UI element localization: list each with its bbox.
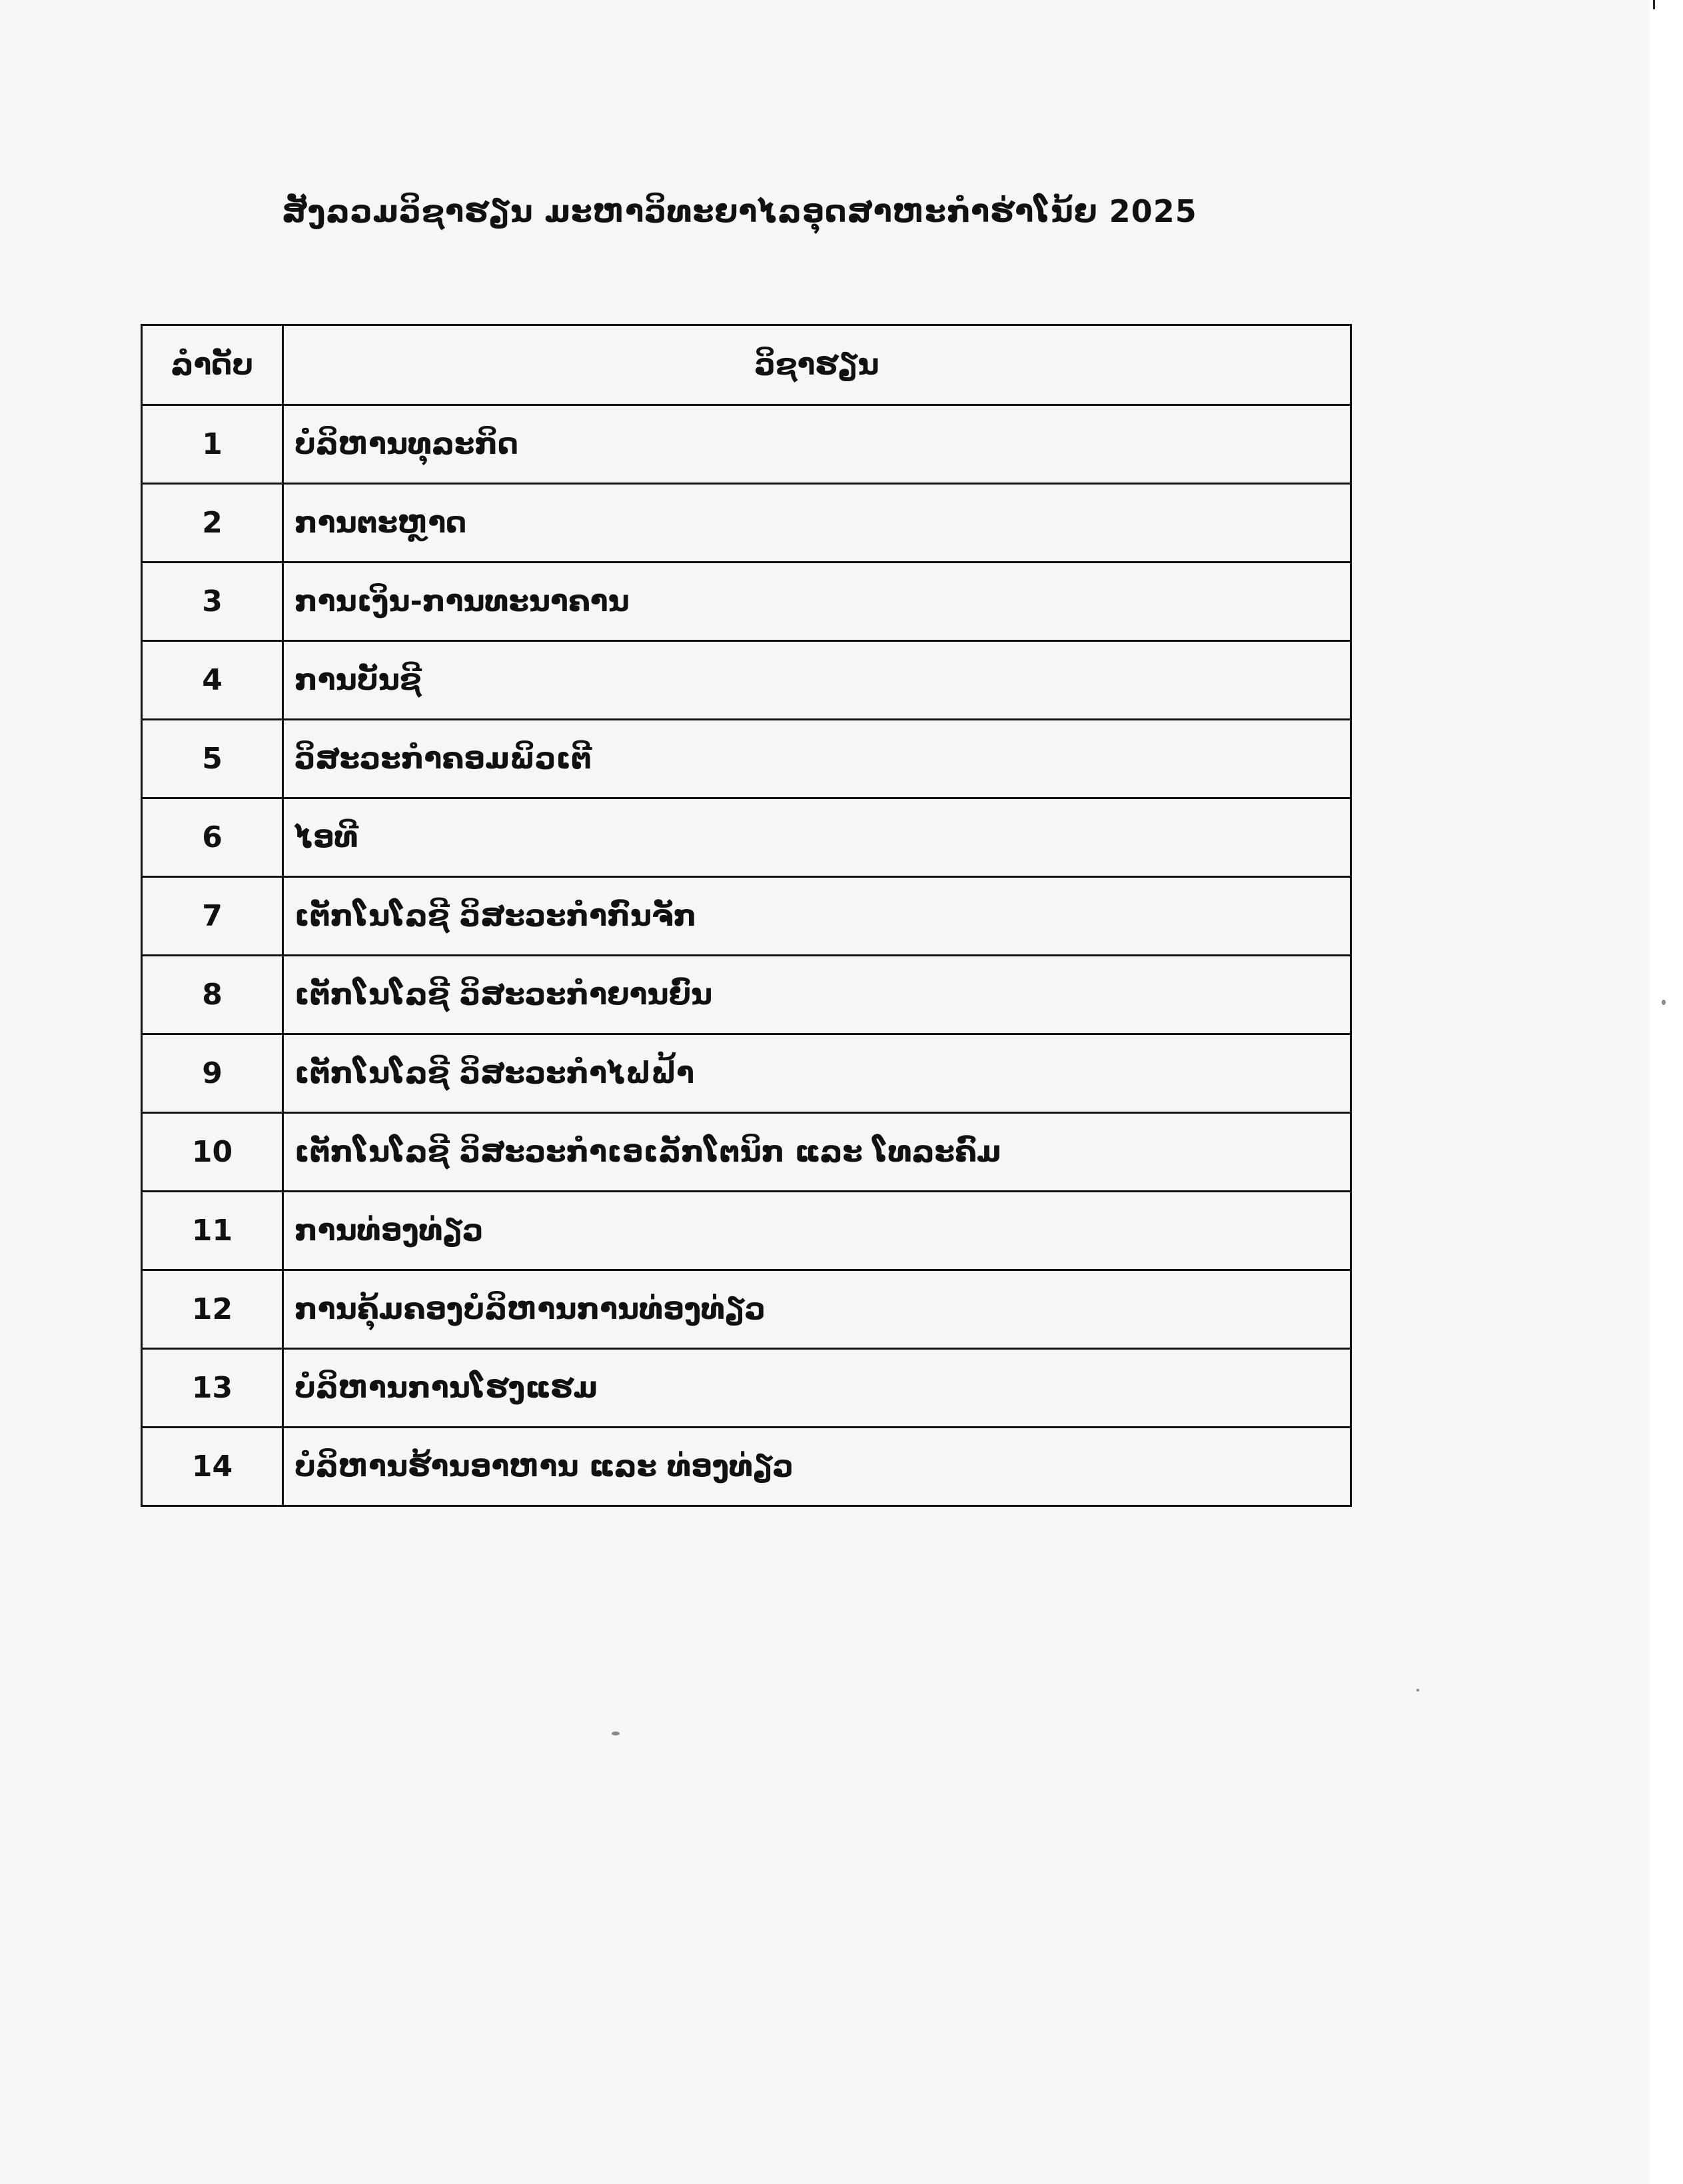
header-no: ລໍາດັບ bbox=[142, 325, 283, 405]
row-number: 6 bbox=[142, 798, 283, 877]
table-row bbox=[142, 562, 1351, 641]
table-row bbox=[142, 484, 1351, 562]
row-number: 11 bbox=[142, 1192, 283, 1270]
subjects-table bbox=[141, 324, 1352, 1507]
table-row bbox=[142, 1034, 1351, 1113]
row-number: 7 bbox=[142, 877, 283, 956]
row-number: 14 bbox=[142, 1428, 283, 1506]
subject-name: ການເງິນ-ການທະນາຄານ bbox=[283, 562, 1351, 641]
table-row bbox=[142, 956, 1351, 1034]
table-row bbox=[142, 720, 1351, 798]
row-number: 5 bbox=[142, 720, 283, 798]
row-number: 4 bbox=[142, 641, 283, 720]
row-number: 10 bbox=[142, 1113, 283, 1192]
subject-name: ເຕັກໂນໂລຊີ ວິສະວະກໍາກົນຈັກ bbox=[283, 877, 1351, 956]
table-header-row bbox=[142, 325, 1351, 405]
table-row bbox=[142, 1270, 1351, 1349]
subject-name: ເຕັກໂນໂລຊີ ວິສະວະກໍາເອເລັກໂຕນິກ ແລະ ໂທລະຄົມ bbox=[283, 1113, 1351, 1192]
table-row bbox=[142, 1349, 1351, 1428]
subject-name: ການທ່ອງທ່ຽວ bbox=[283, 1192, 1351, 1270]
row-number: 13 bbox=[142, 1349, 283, 1428]
row-number: 3 bbox=[142, 562, 283, 641]
table-row bbox=[142, 877, 1351, 956]
table-row bbox=[142, 1192, 1351, 1270]
scan-mark bbox=[1653, 0, 1655, 9]
subject-name: ການຕະຫຼາດ bbox=[283, 484, 1351, 562]
scan-speck bbox=[1416, 1689, 1419, 1691]
subject-name: ໄອທີ bbox=[283, 798, 1351, 877]
row-number: 8 bbox=[142, 956, 283, 1034]
subject-name: ບໍລິຫານຮ້ານອາຫານ ແລະ ທ່ອງທ່ຽວ bbox=[283, 1428, 1351, 1506]
subject-name: ການຄຸ້ມຄອງບໍລິຫານການທ່ອງທ່ຽວ bbox=[283, 1270, 1351, 1349]
table-row bbox=[142, 1113, 1351, 1192]
row-number: 2 bbox=[142, 484, 283, 562]
table-row bbox=[142, 641, 1351, 720]
document-title: ສັງລວມວິຊາຮຽນ ມະຫາວິທະຍາໄລອຸດສາຫະກຳຮ່າໂນ້ຍ 2025 bbox=[282, 193, 1197, 229]
table-row bbox=[142, 405, 1351, 484]
row-number: 12 bbox=[142, 1270, 283, 1349]
subject-name: ເຕັກໂນໂລຊີ ວິສະວະກໍາຍານຍົນ bbox=[283, 956, 1351, 1034]
row-number: 9 bbox=[142, 1034, 283, 1113]
table-row bbox=[142, 798, 1351, 877]
subject-name: ບໍລິຫານທຸລະກິດ bbox=[283, 405, 1351, 484]
scan-speck bbox=[1662, 1000, 1666, 1005]
page-edge bbox=[1650, 0, 1683, 2184]
subject-name: ເຕັກໂນໂລຊີ ວິສະວະກໍາໄຟຟ້າ bbox=[283, 1034, 1351, 1113]
scan-speck bbox=[612, 1731, 620, 1735]
subject-name: ວິສະວະກໍາຄອມພິວເຕີ bbox=[283, 720, 1351, 798]
row-number: 1 bbox=[142, 405, 283, 484]
header-subject: ວິຊາຮຽນ bbox=[283, 325, 1351, 405]
table-row bbox=[142, 1428, 1351, 1506]
subject-name: ການບັນຊີ bbox=[283, 641, 1351, 720]
subject-name: ບໍລິຫານການໂຮງແຮມ bbox=[283, 1349, 1351, 1428]
